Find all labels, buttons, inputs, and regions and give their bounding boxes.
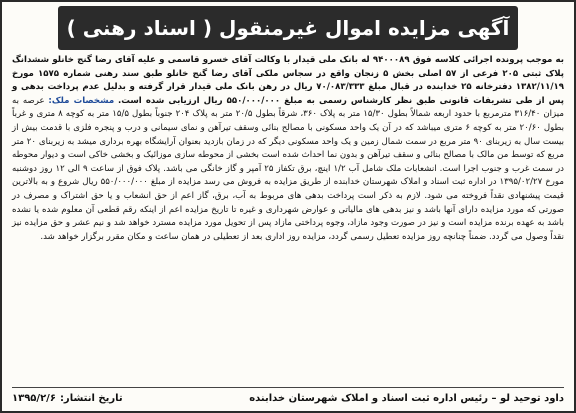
page-title: آگهی مزایده اموال غیرمنقول ( اسناد رهنی ) — [66, 16, 510, 40]
property-spec-text: عرصه به میزان ۳۱۶/۴۰ مترمربع با حدود اربعه شمالاً بطول ۱۵/۳۰ متر به پلاک ۳۶۰، شرقاً بطول ۲۰/۵ متر به پلاک ۲۰۴ جنوباً بطول ۱۵/۵ متر به کوچه ۸ متری و غرباً بطول ۲۰/۶۰ متر به کوچه ۶ متری میباشد که در آن یک واحد مسکونی با مصالح بنائی وسقف تیرآهن و نمای سیمانی و درب و پنجره فلزی با قدمت بیش از بیست سال به زیربنای ۹۰ متر مربع در سمت شمال زمین و یک واحد مسکونی دیگر که در زمان بازدید بعنوان آرایشگاه بهره برداری میشد به زیربنای ۲۰ متر مربع که توسط من مالک با مصالح بنائی و سقف تیرآهن و بدون نما احداث شده است بخشی از محوطه سازی موزائیک و بخشی خاکی است و دیوار محوطه در سمت غرب و جنوب اجرا است. انشعابات ملک شامل آب ۱/۲ اینچ، برق تکفاز ۲۵ آمپر و گاز خانگی می باشد. پلاک فوق از ساعت ۹ الی ۱۲ روز دوشنبه مورخ ۱۳۹۵/۰۲/۲۷ در اداره ثبت اسناد و املاک شهرستان خدابنده از طریق مزایده به فروش می رسد مزایده از مبلغ ۵۵۰/۰۰۰/۰۰۰ ریال شروع و به بالاترین قیمت پیشنهادی نقداً فروخته می شود. لازم به ذکر است پرداخت بدهی های مربوط به آب، برق، گاز اعم از حق انشعاب و یا حق اشتراک و مصرف در صورتی که مورد مزایده دارای آنها باشد و نیز بدهی های مالیاتی و عوارض شهرداری و غیره تا تاریخ مزایده اعم از اینکه رقم قطعی آن معلوم شده یا نشده باشد به عهده برنده مزایده است و نیز در صورت وجود مازاد، وجوه پرداختی مازاد پس از تحویل مورد مزایده مسترد خواهد شد و نیم عشر و حق مزایده نیز نقداً وصول می گردد. ضمناً چنانچه روز مزایده تعطیل رسمی گردد، مزایده روز اداری بعد از تعطیلی در همان ساعت و مکان مقرر برگزار خواهد شد. — [12, 95, 565, 242]
signatory: داود توحید لو – رئیس اداره ثبت اسناد و املاک شهرستان خدابنده — [249, 393, 564, 404]
notice-body — [12, 54, 564, 244]
title-banner — [58, 6, 518, 50]
publish-date-value: ۱۳۹۵/۲/۶ — [12, 393, 56, 404]
notice-intro: به موجب پرونده اجرائی کلاسه فوق ۹۴۰۰۰۸۹ له بانک ملی قیدار با وکالت آقای خسرو قاسمی و علیه آقای رضا گنج خانلو ششدانگ پلاک ثبتی ۲۰۵ فرعی از ۵۷ اصلی بخش ۵ زنجان واقع در سجاس ملکی آقای رضا گنج خانلو طبق سند رهنی شماره ۱۵۷۵ مورخ ۱۳۸۲/۱۱/۱۹ دفترخانه ۲۵ خدابنده در قبال مبلغ ۷۰/۰۸۳/۳۳۳ ریال در رهن بانک ملی قیدار قرار گرفته و بدلیل عدم پرداخت بدهی و پس از طی تشریفات قانونی طبق نظر کارشناس رسمی به مبلغ ۵۵۰/۰۰۰/۰۰۰ ریال ارزیابی شده است. — [12, 55, 564, 106]
property-spec-label: مشخصات ملک: — [48, 95, 115, 106]
publish-date-label: تاریخ انتشار: — [59, 393, 123, 404]
publish-date — [12, 393, 123, 404]
signature-line — [12, 387, 564, 407]
